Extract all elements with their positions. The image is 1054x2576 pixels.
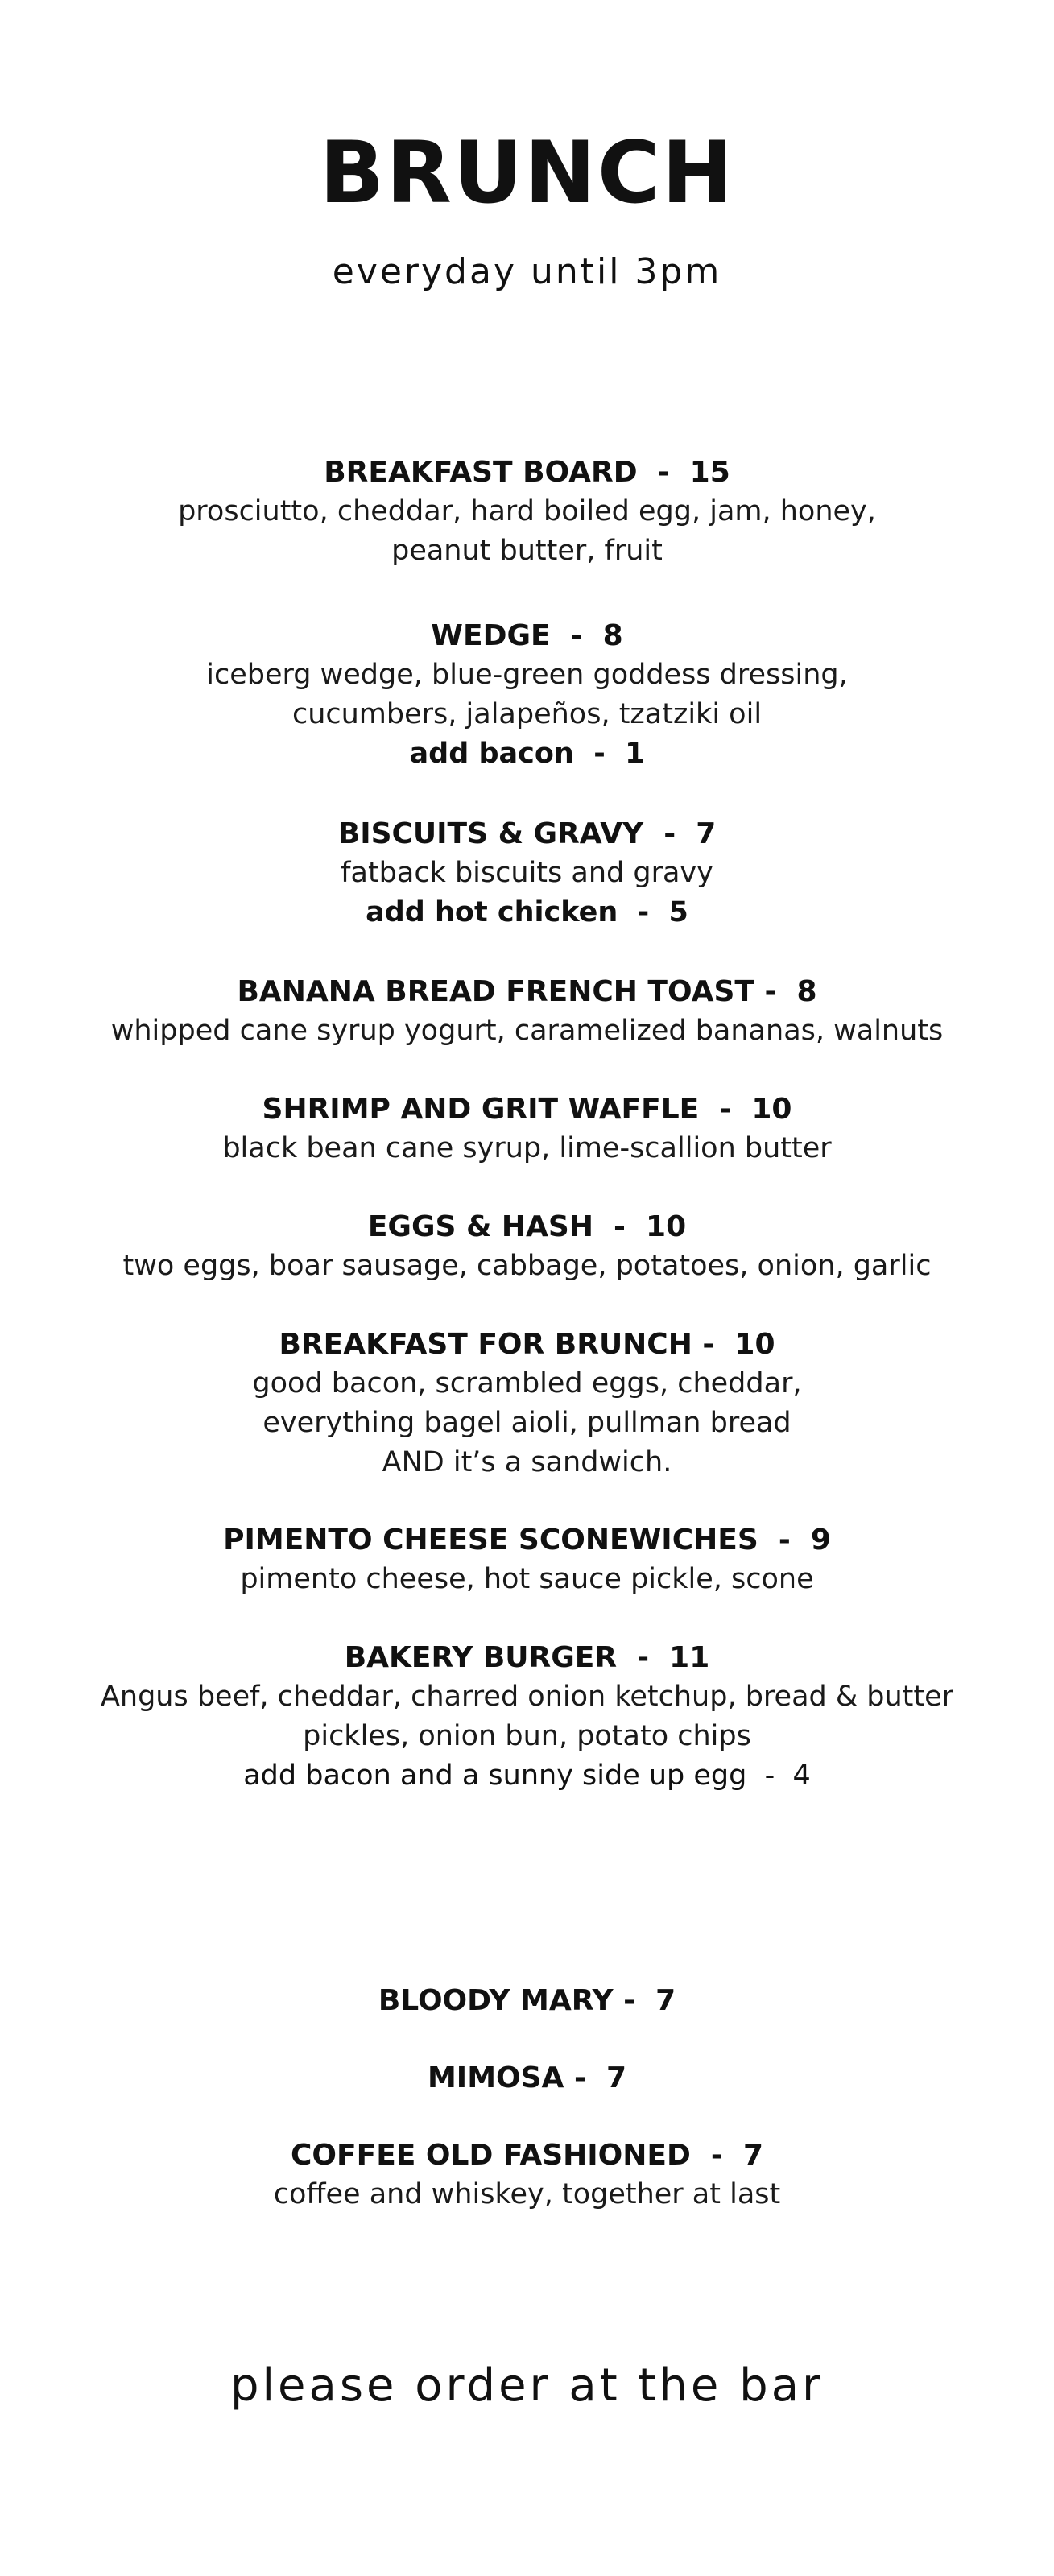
menu-item-description-line: AND it’s a sandwich. (382, 1446, 672, 1478)
menu-item-description-line: whipped cane syrup yogurt, caramelized bananas, walnuts (110, 1015, 944, 1047)
page-subtitle: everyday until 3pm (332, 251, 722, 292)
menu-item-description-line: prosciutto, cheddar, hard boiled egg, jam, honey, (178, 495, 876, 527)
drink-item-name: MIMOSA - 7 (427, 2061, 627, 2094)
menu-item (0, 815, 1054, 932)
menu-item (0, 453, 1054, 571)
menu-item (0, 1090, 1054, 1168)
menu-item-name: PIMENTO CHEESE SCONEWICHES - 9 (223, 1524, 831, 1557)
menu-item-name: BANANA BREAD FRENCH TOAST - 8 (237, 975, 817, 1008)
menu-item-description-line: Angus beef, cheddar, charred onion ketchup, bread & butter (100, 1681, 954, 1713)
menu-item-name: BREAKFAST BOARD - 15 (324, 456, 730, 489)
menu-item-name: BAKERY BURGER - 11 (344, 1641, 710, 1674)
drink-item (0, 1982, 1054, 2020)
menu-item-name: BREAKFAST FOR BRUNCH - 10 (279, 1328, 775, 1361)
menu-item (0, 617, 1054, 774)
menu-item (0, 1639, 1054, 1796)
menu-item-name: BISCUITS & GRAVY - 7 (337, 817, 717, 850)
menu-item-addon: add bacon - 1 (409, 738, 645, 770)
menu-item-description-line: everything bagel aioli, pullman bread (262, 1407, 792, 1439)
menu-item-addon: add bacon and a sunny side up egg - 4 (243, 1759, 811, 1792)
menu-item-description-line: black bean cane syrup, lime-scallion butter (222, 1132, 832, 1164)
page-title: BRUNCH (319, 123, 735, 222)
menu-item-name: SHRIMP AND GRIT WAFFLE - 10 (262, 1093, 792, 1126)
menu-item-description-line: fatback biscuits and gravy (341, 857, 713, 889)
menu-item-addon: add hot chicken - 5 (366, 896, 688, 928)
menu-item-description-line: pickles, onion bun, potato chips (303, 1720, 751, 1752)
menu-item (0, 1521, 1054, 1599)
drink-item (0, 2059, 1054, 2098)
menu-item-description-line: cucumbers, jalapeños, tzatziki oil (291, 698, 763, 730)
footer-note: please order at the bar (229, 2359, 825, 2412)
menu-item (0, 1325, 1054, 1482)
menu-item-name: EGGS & HASH - 10 (367, 1210, 687, 1243)
menu-item-description-line: good bacon, scrambled eggs, cheddar, (252, 1367, 802, 1400)
menu-item-description-line: peanut butter, fruit (391, 535, 663, 567)
drink-item-name: COFFEE OLD FASHIONED - 7 (291, 2139, 763, 2172)
menu-item-description-line: two eggs, boar sausage, cabbage, potatoes, onion, garlic (122, 1250, 932, 1282)
drink-item (0, 2136, 1054, 2214)
menu-item (0, 1208, 1054, 1286)
menu-item-name: WEDGE - 8 (431, 619, 623, 652)
drink-item-name: BLOODY MARY - 7 (378, 1984, 676, 2017)
menu-item (0, 973, 1054, 1051)
menu-item-description-line: pimento cheese, hot sauce pickle, scone (240, 1563, 814, 1595)
menu-item-description-line: iceberg wedge, blue-green goddess dressing, (206, 659, 848, 691)
drink-item-description-line: coffee and whiskey, together at last (273, 2178, 781, 2210)
